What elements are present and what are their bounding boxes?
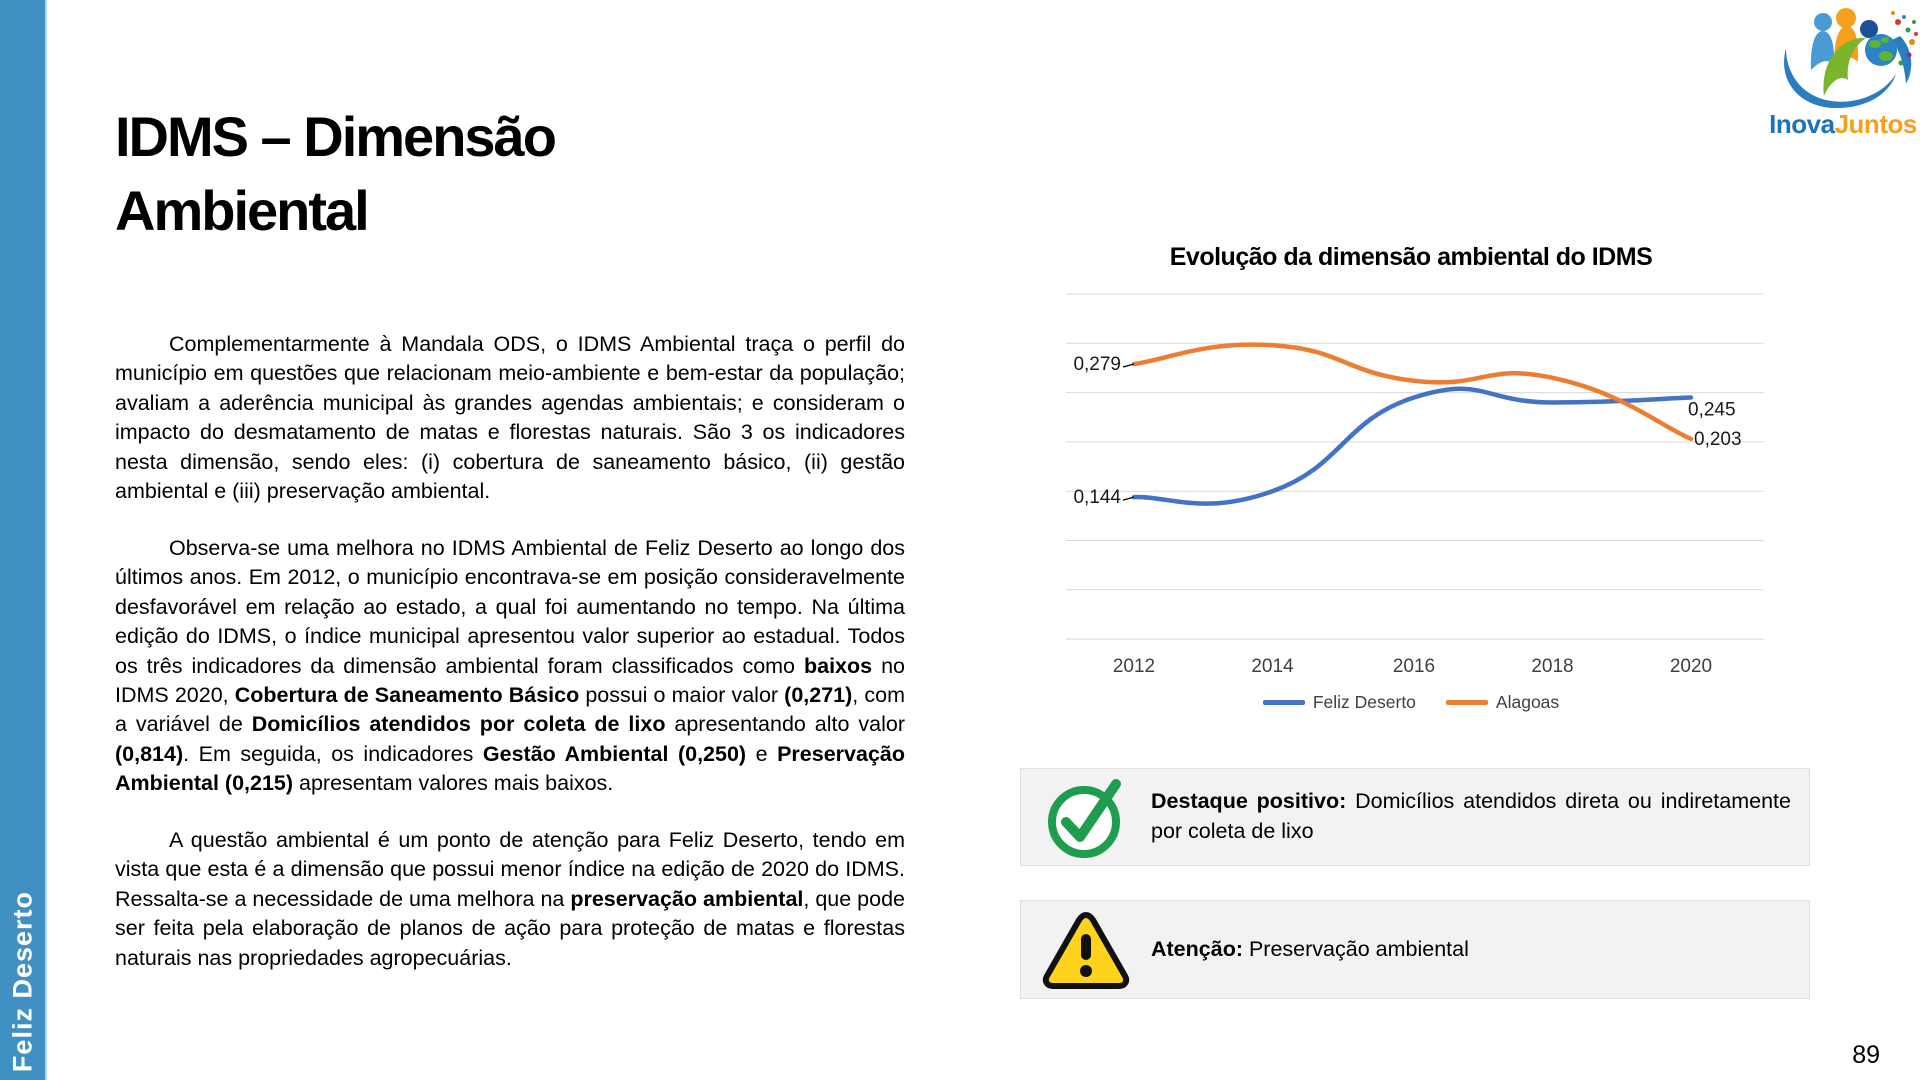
page-title-line2: Ambiental bbox=[115, 178, 368, 242]
svg-text:2018: 2018 bbox=[1531, 656, 1574, 677]
check-circle-icon bbox=[1021, 774, 1151, 860]
callout-positive-text: Destaque positivo: Domicílios atendidos direta ou indiretamente por coleta de lixo bbox=[1151, 789, 1791, 843]
svg-text:0,245: 0,245 bbox=[1688, 399, 1736, 421]
callout-attention-title: Atenção: bbox=[1151, 936, 1243, 961]
legend-swatch bbox=[1446, 700, 1488, 705]
svg-text:2020: 2020 bbox=[1669, 656, 1713, 677]
legend-series-label: Feliz Deserto bbox=[1312, 692, 1416, 712]
logo bbox=[1766, 8, 1920, 140]
callout-positive-title: Destaque positivo: bbox=[1151, 789, 1347, 814]
legend-item bbox=[1263, 692, 1416, 713]
paragraph: A questão ambiental é um ponto de atenção para Feliz Deserto, tendo em vista que esta é a dimensão que possui menor índice na edição de 2020 do IDMS. Ressalta-se a necessidade de uma melhora na preservação ambiental, que pode ser feita pela elaboração de planos de ação para proteção de matas e florestas naturais nas propriedades agropecuárias. bbox=[115, 827, 906, 970]
svg-text:0,279: 0,279 bbox=[1073, 354, 1121, 376]
paragraph: Observa-se uma melhora no IDMS Ambiental de Feliz Deserto ao longo dos últimos anos. Em 2012, o município encontrava-se em posição consideravelmente desfavorável em relação ao estado, a qual foi aumentando no tempo. Na última edição do IDMS, o índice municipal apresentou valor superior ao estadual. Todos os três indicadores da dimensão ambiental foram classificados como baixos no IDMS 2020, Cobertura de Saneamento Básico possui o maior valor (0,271), com a variável de Domicílios atendidos por coleta de lixo apresentando alto valor (0,814). Em seguida, os indicadores Gestão Ambiental (0,250) e Preservação Ambiental (0,215) apresentam valores mais baixos. bbox=[115, 535, 906, 796]
line-chart bbox=[1056, 278, 1766, 688]
sidebar-band bbox=[0, 0, 47, 1080]
inovajuntos-logo-icon bbox=[1766, 8, 1920, 108]
chart-legend bbox=[1056, 692, 1766, 713]
article-paragraphs bbox=[115, 330, 905, 1000]
page-title bbox=[115, 100, 555, 248]
sidebar-municipality-label: Feliz Deserto bbox=[7, 890, 37, 1072]
callout-attention-text: Atenção: Preservação ambiental bbox=[1151, 936, 1469, 961]
legend-swatch bbox=[1263, 700, 1305, 705]
legend-series-label: Alagoas bbox=[1495, 692, 1560, 712]
svg-text:2014: 2014 bbox=[1251, 656, 1294, 677]
callout-positive bbox=[1020, 768, 1810, 866]
page-number: 89 bbox=[1852, 1041, 1880, 1069]
logo-word-inova: Inova bbox=[1769, 109, 1835, 139]
svg-text:2012: 2012 bbox=[1112, 656, 1156, 677]
logo-wordmark bbox=[1766, 109, 1920, 140]
legend-item bbox=[1446, 692, 1559, 713]
page-title-line1: IDMS – Dimensão bbox=[115, 105, 555, 168]
paragraph: Complementarmente à Mandala ODS, o IDMS Ambiental traça o perfil do município em questões que relacionam meio-ambiente e bem-estar da população; avaliam a aderência municipal às grandes agendas ambientais; e consideram o impacto do desmatamento de matas e florestas naturais. São 3 os indicadores nesta dimensão, sendo eles: (i) cobertura de saneamento básico, (ii) gestão ambiental e (iii) preservação ambiental. bbox=[115, 332, 905, 504]
warning-triangle-icon bbox=[1021, 908, 1151, 992]
chart-title: Evolução da dimensão ambiental do IDMS bbox=[1169, 243, 1653, 271]
svg-text:2016: 2016 bbox=[1392, 656, 1436, 677]
svg-text:0,144: 0,144 bbox=[1073, 487, 1121, 509]
svg-text:0,203: 0,203 bbox=[1694, 428, 1742, 450]
logo-word-juntos: Juntos bbox=[1834, 109, 1917, 139]
callout-attention bbox=[1020, 900, 1810, 999]
